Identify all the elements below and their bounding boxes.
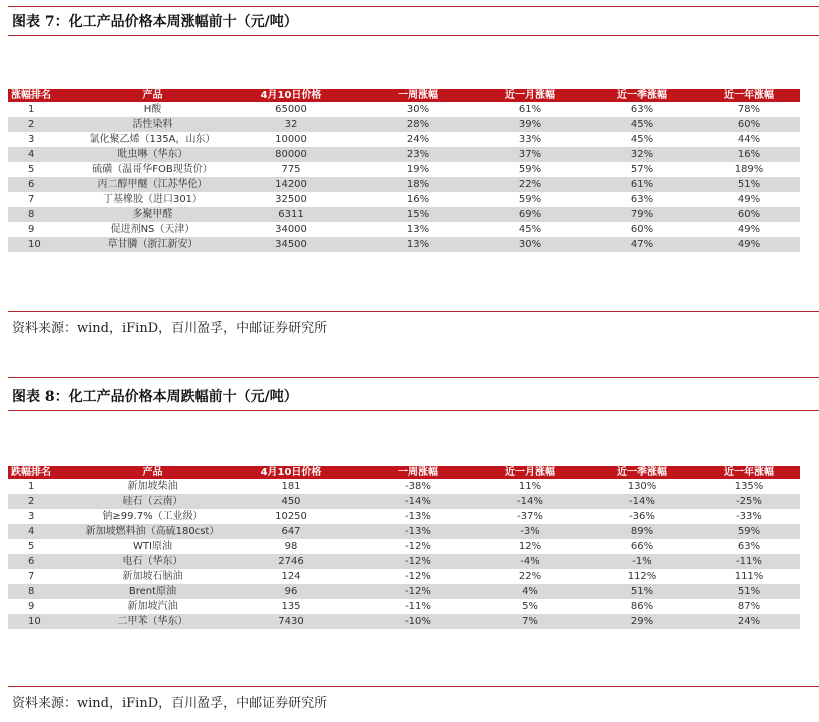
price-cell: 647 xyxy=(220,524,362,539)
quarter-change-cell: 29% xyxy=(586,614,698,629)
quarter-change-cell: 45% xyxy=(586,132,698,147)
year-change-cell: 51% xyxy=(698,584,800,599)
price-cell: 124 xyxy=(220,569,362,584)
table-row xyxy=(8,132,800,147)
product-cell: 草甘膦（浙江新安） xyxy=(85,237,220,252)
section2-table xyxy=(8,466,800,629)
product-cell: 钠≥99.7%（工业级） xyxy=(85,509,220,524)
price-cell: 80000 xyxy=(220,147,362,162)
quarter-change-cell: 32% xyxy=(586,147,698,162)
year-change-cell: 60% xyxy=(698,207,800,222)
table-row xyxy=(8,207,800,222)
year-change-cell: 59% xyxy=(698,524,800,539)
table-row xyxy=(8,117,800,132)
week-change-cell: -38% xyxy=(362,479,474,494)
price-cell: 181 xyxy=(220,479,362,494)
quarter-change-cell: 45% xyxy=(586,117,698,132)
product-cell: 新加坡燃料油（高硫180cst） xyxy=(85,526,220,537)
week-change-cell: -12% xyxy=(362,554,474,569)
rank-cell: 6 xyxy=(8,554,85,569)
col-header-price: 4月10日价格 xyxy=(220,466,362,479)
price-cell: 14200 xyxy=(220,177,362,192)
week-change-cell: 13% xyxy=(362,222,474,237)
product-cell: 硫磺（温哥华FOB现货价） xyxy=(85,162,220,177)
col-header-product: 产品 xyxy=(85,89,220,102)
year-change-cell: 16% xyxy=(698,147,800,162)
section2-title: 图表 8：化工产品价格本周跌幅前十（元/吨） xyxy=(12,389,298,405)
quarter-change-cell: 112% xyxy=(586,569,698,584)
col-header-year-change: 近一年涨幅 xyxy=(698,89,800,102)
col-header-week-change: 一周涨幅 xyxy=(362,89,474,102)
price-cell: 6311 xyxy=(220,207,362,222)
rank-cell: 2 xyxy=(8,494,85,509)
quarter-change-cell: -14% xyxy=(586,494,698,509)
week-change-cell: 30% xyxy=(362,102,474,117)
week-change-cell: 18% xyxy=(362,177,474,192)
table-row xyxy=(8,237,800,252)
col-header-year-change: 近一年涨幅 xyxy=(698,466,800,479)
section1-top-rule xyxy=(8,6,819,7)
quarter-change-cell: 51% xyxy=(586,584,698,599)
month-change-cell: 11% xyxy=(474,479,586,494)
price-cell: 10250 xyxy=(220,509,362,524)
month-change-cell: 37% xyxy=(474,147,586,162)
section2-top-rule xyxy=(8,377,819,378)
table-row xyxy=(8,102,800,117)
table-row xyxy=(8,584,800,599)
table-row xyxy=(8,494,800,509)
quarter-change-cell: 130% xyxy=(586,479,698,494)
product-cell: 硅石（云南） xyxy=(85,494,220,509)
week-change-cell: -12% xyxy=(362,539,474,554)
quarter-change-cell: 89% xyxy=(586,524,698,539)
product-cell: 活性染料 xyxy=(85,117,220,132)
quarter-change-cell: -36% xyxy=(586,509,698,524)
quarter-change-cell: 86% xyxy=(586,599,698,614)
month-change-cell: 61% xyxy=(474,102,586,117)
table-row xyxy=(8,524,800,539)
price-cell: 98 xyxy=(220,539,362,554)
product-cell: 丙二醇甲醚（江苏华伦） xyxy=(85,177,220,192)
quarter-change-cell: 63% xyxy=(586,192,698,207)
month-change-cell: 22% xyxy=(474,177,586,192)
rank-cell: 5 xyxy=(8,539,85,554)
col-header-price: 4月10日价格 xyxy=(220,89,362,102)
product-cell: 氯化聚乙烯（135A，山东） xyxy=(85,132,220,147)
product-cell: 新加坡柴油 xyxy=(85,479,220,494)
month-change-cell: 69% xyxy=(474,207,586,222)
section2-title-rule xyxy=(8,410,819,411)
month-change-cell: 33% xyxy=(474,132,586,147)
col-header-month-change: 近一月涨幅 xyxy=(474,466,586,479)
section1-source-note: 资料来源：wind，iFinD，百川盈孚，中邮证券研究所 xyxy=(12,321,328,336)
section2-source-note: 资料来源：wind，iFinD，百川盈孚，中邮证券研究所 xyxy=(12,696,328,711)
month-change-cell: 7% xyxy=(474,614,586,629)
year-change-cell: 49% xyxy=(698,222,800,237)
section2-header-row xyxy=(8,466,800,479)
product-cell: 电石（华东） xyxy=(85,554,220,569)
rank-cell: 2 xyxy=(8,117,85,132)
week-change-cell: -13% xyxy=(362,509,474,524)
table-row xyxy=(8,222,800,237)
year-change-cell: 44% xyxy=(698,132,800,147)
rank-cell: 10 xyxy=(8,237,85,252)
price-cell: 34500 xyxy=(220,237,362,252)
product-cell: 丁基橡胶（进口301） xyxy=(85,192,220,207)
rank-cell: 7 xyxy=(8,192,85,207)
week-change-cell: 13% xyxy=(362,237,474,252)
year-change-cell: -33% xyxy=(698,509,800,524)
price-cell: 32500 xyxy=(220,192,362,207)
rank-cell: 8 xyxy=(8,207,85,222)
year-change-cell: 49% xyxy=(698,192,800,207)
month-change-cell: 59% xyxy=(474,192,586,207)
rank-cell: 1 xyxy=(8,102,85,117)
table-row xyxy=(8,599,800,614)
rank-cell: 3 xyxy=(8,132,85,147)
quarter-change-cell: -1% xyxy=(586,554,698,569)
week-change-cell: -11% xyxy=(362,599,474,614)
price-cell: 65000 xyxy=(220,102,362,117)
week-change-cell: -12% xyxy=(362,584,474,599)
week-change-cell: -14% xyxy=(362,494,474,509)
price-cell: 96 xyxy=(220,584,362,599)
quarter-change-cell: 57% xyxy=(586,162,698,177)
week-change-cell: -12% xyxy=(362,569,474,584)
month-change-cell: 22% xyxy=(474,569,586,584)
month-change-cell: 59% xyxy=(474,162,586,177)
price-cell: 2746 xyxy=(220,554,362,569)
section1-table xyxy=(8,89,800,252)
month-change-cell: 45% xyxy=(474,222,586,237)
product-cell: H酸 xyxy=(85,102,220,117)
table-row xyxy=(8,479,800,494)
month-change-cell: 4% xyxy=(474,584,586,599)
rank-cell: 4 xyxy=(8,147,85,162)
col-header-week-change: 一周涨幅 xyxy=(362,466,474,479)
year-change-cell: 78% xyxy=(698,102,800,117)
year-change-cell: -11% xyxy=(698,554,800,569)
col-header-quarter-change: 近一季涨幅 xyxy=(586,466,698,479)
section1-header-row xyxy=(8,89,800,102)
col-header-product: 产品 xyxy=(85,466,220,479)
col-header-month-change: 近一月涨幅 xyxy=(474,89,586,102)
month-change-cell: -37% xyxy=(474,509,586,524)
col-header-quarter-change: 近一季涨幅 xyxy=(586,89,698,102)
product-cell: 多聚甲醛 xyxy=(85,207,220,222)
year-change-cell: 60% xyxy=(698,117,800,132)
table-row xyxy=(8,614,800,629)
rank-cell: 8 xyxy=(8,584,85,599)
quarter-change-cell: 66% xyxy=(586,539,698,554)
month-change-cell: 5% xyxy=(474,599,586,614)
month-change-cell: -3% xyxy=(474,524,586,539)
section1-title-rule xyxy=(8,35,819,36)
year-change-cell: 189% xyxy=(698,162,800,177)
week-change-cell: 16% xyxy=(362,192,474,207)
price-cell: 7430 xyxy=(220,614,362,629)
product-cell: WTI原油 xyxy=(85,539,220,554)
table-row xyxy=(8,554,800,569)
rank-cell: 10 xyxy=(8,614,85,629)
rank-cell: 7 xyxy=(8,569,85,584)
month-change-cell: -4% xyxy=(474,554,586,569)
price-cell: 10000 xyxy=(220,132,362,147)
quarter-change-cell: 61% xyxy=(586,177,698,192)
month-change-cell: 30% xyxy=(474,237,586,252)
price-cell: 34000 xyxy=(220,222,362,237)
week-change-cell: 15% xyxy=(362,207,474,222)
week-change-cell: -13% xyxy=(362,524,474,539)
table-row xyxy=(8,192,800,207)
quarter-change-cell: 60% xyxy=(586,222,698,237)
section1-source-rule xyxy=(8,311,819,312)
week-change-cell: 24% xyxy=(362,132,474,147)
rank-cell: 5 xyxy=(8,162,85,177)
price-cell: 135 xyxy=(220,599,362,614)
product-cell: Brent原油 xyxy=(85,584,220,599)
week-change-cell: -10% xyxy=(362,614,474,629)
year-change-cell: 24% xyxy=(698,614,800,629)
col-header-rank: 跌幅排名 xyxy=(8,466,85,479)
quarter-change-cell: 79% xyxy=(586,207,698,222)
week-change-cell: 28% xyxy=(362,117,474,132)
rank-cell: 6 xyxy=(8,177,85,192)
section1-title: 图表 7：化工产品价格本周涨幅前十（元/吨） xyxy=(12,14,298,30)
year-change-cell: 51% xyxy=(698,177,800,192)
table-row xyxy=(8,162,800,177)
product-cell: 二甲苯（华东） xyxy=(85,614,220,629)
month-change-cell: 39% xyxy=(474,117,586,132)
year-change-cell: 135% xyxy=(698,479,800,494)
year-change-cell: 49% xyxy=(698,237,800,252)
month-change-cell: -14% xyxy=(474,494,586,509)
section2-source-rule xyxy=(8,686,819,687)
price-cell: 450 xyxy=(220,494,362,509)
rank-cell: 9 xyxy=(8,222,85,237)
year-change-cell: 63% xyxy=(698,539,800,554)
year-change-cell: 87% xyxy=(698,599,800,614)
rank-cell: 9 xyxy=(8,599,85,614)
rank-cell: 1 xyxy=(8,479,85,494)
price-cell: 32 xyxy=(220,117,362,132)
col-header-rank: 涨幅排名 xyxy=(8,89,85,102)
week-change-cell: 23% xyxy=(362,147,474,162)
month-change-cell: 12% xyxy=(474,539,586,554)
table-row xyxy=(8,147,800,162)
year-change-cell: -25% xyxy=(698,494,800,509)
table-row xyxy=(8,509,800,524)
product-cell: 促进剂NS（天津） xyxy=(85,222,220,237)
product-cell: 新加坡石脑油 xyxy=(85,569,220,584)
product-cell: 新加坡汽油 xyxy=(85,599,220,614)
rank-cell: 4 xyxy=(8,524,85,539)
week-change-cell: 19% xyxy=(362,162,474,177)
quarter-change-cell: 63% xyxy=(586,102,698,117)
quarter-change-cell: 47% xyxy=(586,237,698,252)
price-cell: 775 xyxy=(220,162,362,177)
table-row xyxy=(8,539,800,554)
year-change-cell: 111% xyxy=(698,569,800,584)
rank-cell: 3 xyxy=(8,509,85,524)
table-row xyxy=(8,177,800,192)
table-row xyxy=(8,569,800,584)
product-cell: 吡虫啉（华东） xyxy=(85,147,220,162)
